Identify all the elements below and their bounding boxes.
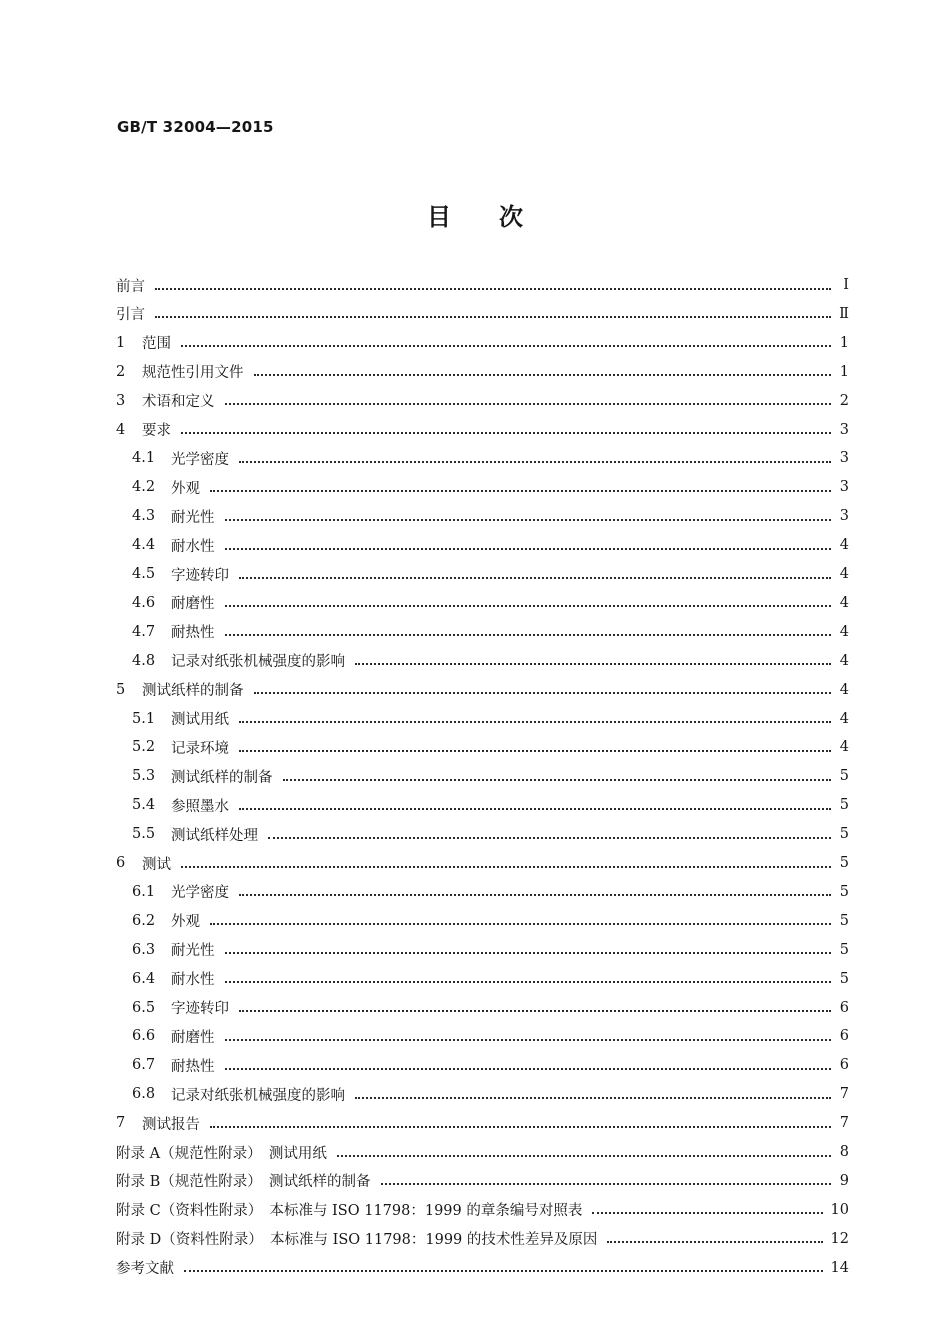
dot-leader [210, 1125, 831, 1128]
toc-entry-label: 测试纸样处理 [171, 827, 258, 844]
dot-leader [210, 922, 831, 925]
toc-entry-label: 附录 A（规范性附录） 测试用纸 [116, 1145, 327, 1162]
toc-entry[interactable] [116, 1140, 849, 1164]
toc-entry-page: 3 [839, 479, 849, 496]
dot-leader [355, 1096, 831, 1099]
dot-leader [155, 287, 831, 290]
toc-entry-number: 1 [116, 334, 126, 351]
toc-entry[interactable] [116, 1198, 849, 1222]
toc-entry-number: 5 [116, 681, 126, 698]
toc-entry[interactable] [132, 446, 849, 470]
toc-entry-label: 测试纸样的制备 [142, 683, 244, 700]
toc-entry-label: 记录对纸张机械强度的影响 [171, 654, 345, 671]
toc-entry[interactable] [132, 764, 849, 788]
toc-entry-number: 7 [116, 1115, 126, 1132]
toc-entry-number: 5.3 [132, 768, 156, 785]
toc-entry-page: 6 [839, 1057, 849, 1074]
toc-entry-label: 附录 C（资料性附录） 本标准与 ISO 11798：1999 的章条编号对照表 [116, 1203, 583, 1220]
toc-entry-page: 5 [839, 912, 849, 929]
toc-entry-label: 光学密度 [171, 885, 229, 902]
toc-entry[interactable] [116, 418, 849, 442]
toc-entry[interactable] [132, 1082, 849, 1106]
toc-entry-label: 耐水性 [171, 538, 215, 555]
toc-entry-number: 4.4 [132, 537, 156, 554]
toc-entry[interactable] [132, 1053, 849, 1077]
toc-entry-label: 耐光性 [171, 509, 215, 526]
toc-entry-page: 1 [839, 363, 849, 380]
toc-entry-page: 5 [839, 768, 849, 785]
toc-entry-page: 4 [839, 566, 849, 582]
dot-leader [225, 1067, 832, 1070]
toc-entry-label: 规范性引用文件 [142, 365, 244, 382]
toc-entry-number: 6.8 [132, 1086, 156, 1103]
dot-leader [225, 951, 832, 954]
toc-entry-number: 5.4 [132, 797, 156, 814]
dot-leader [225, 604, 832, 607]
toc-entry-label: 参照墨水 [171, 798, 229, 815]
toc-entry-number: 4.5 [132, 566, 156, 582]
toc-entry-label: 耐热性 [171, 625, 215, 642]
toc-entry-label: 耐热性 [171, 1058, 215, 1075]
toc-entry-page: 5 [839, 826, 849, 843]
toc-entry-page: 5 [839, 855, 849, 871]
toc-entry[interactable] [132, 591, 849, 615]
dot-leader [254, 691, 832, 694]
toc-entry[interactable] [132, 735, 849, 759]
toc-entry-page: 4 [839, 681, 849, 698]
toc-entry-number: 4.8 [132, 652, 156, 669]
toc-entry-page: 4 [839, 652, 849, 669]
toc-entry-page: 3 [839, 508, 849, 525]
toc-entry-page: 4 [839, 594, 849, 611]
toc-entry[interactable] [132, 996, 849, 1020]
dot-leader [239, 749, 831, 752]
toc-entry-page: 5 [839, 970, 849, 987]
toc-entry-label: 引言 [116, 307, 145, 324]
toc-entry[interactable] [116, 1227, 849, 1251]
toc-entry[interactable] [132, 707, 849, 731]
toc-entry-page: 1 [839, 334, 849, 351]
toc-entry-label: 要求 [142, 423, 171, 439]
toc-entry-number: 4.6 [132, 594, 156, 611]
toc-entry-page: 4 [839, 623, 849, 640]
toc-entry-number: 4.1 [132, 450, 156, 467]
dot-leader [155, 315, 831, 318]
toc-entry[interactable] [116, 389, 849, 413]
toc-entry-label: 测试报告 [142, 1116, 200, 1133]
toc-entry-label: 记录环境 [171, 740, 229, 757]
dot-leader [225, 633, 832, 636]
dot-leader [592, 1211, 822, 1214]
toc-entry[interactable] [116, 851, 849, 875]
toc-entry-number: 4.3 [132, 508, 156, 525]
toc-entry-page: 4 [839, 739, 849, 756]
toc-entry[interactable] [132, 649, 849, 673]
toc-entry-number: 6.2 [132, 912, 156, 929]
toc-entry-number: 5.1 [132, 710, 156, 727]
dot-leader [181, 431, 831, 434]
toc-entry[interactable] [132, 938, 849, 962]
dot-leader [239, 720, 831, 723]
toc-entry-label: 测试用纸 [171, 712, 229, 728]
dot-leader [225, 402, 832, 405]
dot-leader [181, 865, 831, 868]
toc-entry-label: 测试纸样的制备 [171, 769, 273, 786]
standard-code: GB/T 32004—2015 [117, 118, 274, 136]
toc-entry[interactable] [132, 880, 849, 904]
dot-leader [239, 576, 831, 579]
toc-entry-number: 4.2 [132, 479, 156, 496]
toc-entry-number: 2 [116, 363, 126, 380]
toc-entry-page: 14 [830, 1259, 849, 1276]
toc-entry[interactable] [132, 909, 849, 933]
toc-entry-page: 4 [839, 710, 849, 727]
toc-entry-label: 耐磨性 [171, 1029, 215, 1046]
dot-leader [239, 460, 831, 463]
toc-entry-label: 字迹转印 [171, 567, 229, 584]
toc-entry-page: 7 [839, 1115, 849, 1132]
toc-entry-page: 5 [839, 883, 849, 900]
dot-leader [239, 1009, 831, 1012]
toc-entry-page: 7 [839, 1086, 849, 1103]
toc-entry-number: 6.4 [132, 970, 156, 987]
toc-entry-number: 5.2 [132, 739, 156, 756]
toc-entry-page: 5 [839, 797, 849, 814]
dot-leader [181, 344, 831, 347]
toc-entry[interactable] [132, 504, 849, 528]
toc-entry-number: 6.5 [132, 999, 156, 1016]
toc-entry[interactable] [132, 793, 849, 817]
dot-leader [337, 1154, 831, 1157]
toc-entry-page: 6 [839, 999, 849, 1016]
toc-entry-page: 10 [830, 1201, 849, 1218]
toc-entry[interactable] [132, 822, 849, 846]
toc-entry-page: 3 [839, 450, 849, 467]
toc-entry-number: 6.3 [132, 941, 156, 958]
toc-entry-label: 记录对纸张机械强度的影响 [171, 1087, 345, 1104]
dot-leader [254, 373, 832, 376]
dot-leader [225, 980, 832, 983]
toc-entry-label: 外观 [171, 914, 200, 931]
toc-entry-label: 范围 [142, 336, 171, 353]
toc-entry[interactable] [132, 533, 849, 557]
toc-entry-label: 耐磨性 [171, 596, 215, 613]
toc-entry[interactable] [132, 475, 849, 499]
toc-entry-page: 9 [839, 1172, 849, 1189]
toc-entry-label: 附录 D（资料性附录） 本标准与 ISO 11798：1999 的技术性差异及原因 [116, 1232, 598, 1249]
toc-entry[interactable] [116, 331, 849, 355]
toc-entry-page: 12 [830, 1230, 849, 1247]
toc-entry[interactable] [116, 1111, 849, 1135]
toc-entry-label: 附录 B（规范性附录） 测试纸样的制备 [116, 1174, 371, 1191]
toc-entry[interactable] [116, 678, 849, 702]
toc-entry[interactable] [116, 273, 849, 297]
toc-entry[interactable] [132, 620, 849, 644]
toc-entry-label: 字迹转印 [171, 1001, 229, 1017]
toc-entry-label: 耐光性 [171, 943, 215, 960]
dot-leader [268, 836, 831, 839]
toc-entry-number: 6.7 [132, 1057, 156, 1074]
toc-entry-page: 5 [839, 941, 849, 958]
dot-leader [607, 1240, 822, 1243]
dot-leader [225, 1038, 832, 1041]
toc-entry-page: 6 [839, 1028, 849, 1045]
toc-entry-page: Ⅰ [843, 277, 849, 293]
toc-entry-page: 4 [839, 537, 849, 554]
toc-entry-number: 4.7 [132, 623, 156, 640]
dot-leader [381, 1182, 831, 1185]
dot-leader [210, 489, 831, 492]
toc-entry-page: Ⅱ [839, 305, 849, 322]
toc-entry-page: 8 [839, 1144, 849, 1160]
toc-entry[interactable] [116, 1256, 849, 1280]
toc-entry[interactable] [132, 967, 849, 991]
dot-leader [239, 893, 831, 896]
toc-entry-label: 参考文献 [116, 1261, 174, 1278]
toc-entry-number: 3 [116, 392, 126, 409]
toc-entry-page: 3 [839, 421, 849, 438]
toc-entry-number: 5.5 [132, 826, 156, 843]
toc-entry-page: 2 [839, 392, 849, 409]
dot-leader [283, 778, 832, 781]
toc-entry-label: 耐水性 [171, 972, 215, 989]
dot-leader [225, 547, 832, 550]
dot-leader [239, 807, 831, 810]
toc-entry[interactable] [132, 1024, 849, 1048]
toc-entry[interactable] [116, 1169, 849, 1193]
toc-entry-label: 测试 [142, 856, 171, 873]
toc-entry-label: 外观 [171, 480, 200, 497]
toc-entry[interactable] [116, 302, 849, 326]
dot-leader [355, 662, 831, 665]
toc-entry[interactable] [116, 360, 849, 384]
toc-entry-number: 6.6 [132, 1028, 156, 1045]
toc-entry-number: 6.1 [132, 883, 156, 900]
toc-entry-label: 前言 [116, 278, 145, 295]
toc-entry-label: 术语和定义 [142, 394, 215, 411]
toc-entry[interactable] [132, 562, 849, 586]
dot-leader [184, 1269, 823, 1272]
dot-leader [225, 518, 832, 521]
page-title: 目 次 [427, 203, 523, 231]
toc-entry-number: 4 [116, 421, 126, 438]
toc-entry-number: 6 [116, 855, 126, 871]
toc-entry-label: 光学密度 [171, 451, 229, 468]
